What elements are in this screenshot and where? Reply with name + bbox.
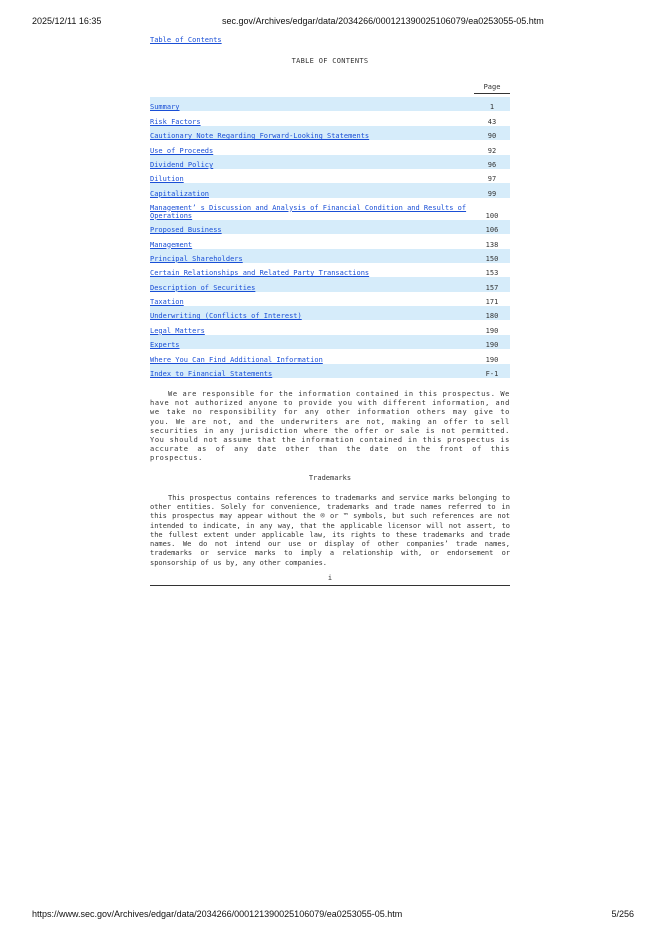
toc-table xyxy=(150,79,510,378)
toc-entry-page: 150 xyxy=(474,249,510,263)
toc-entry-page: 90 xyxy=(474,126,510,140)
toc-row xyxy=(150,364,510,378)
toc-entry-page: F-1 xyxy=(474,364,510,378)
toc-row xyxy=(150,169,510,183)
toc-entry-link[interactable]: Cautionary Note Regarding Forward-Looking Statements xyxy=(150,132,370,141)
toc-row xyxy=(150,320,510,334)
toc-entry-link[interactable]: Experts xyxy=(150,341,180,350)
page-column-header: Page xyxy=(474,79,510,94)
toc-row xyxy=(150,126,510,140)
toc-row xyxy=(150,111,510,125)
toc-entry-link[interactable]: Management’ s Discussion and Analysis of Financial Condition and Results of Operations xyxy=(150,203,467,220)
toc-entry-page: 171 xyxy=(485,298,499,307)
toc-entry-link[interactable]: Description of Securities xyxy=(150,283,256,292)
toc-row xyxy=(150,234,510,248)
toc-entry-page: 1 xyxy=(474,97,510,111)
toc-row xyxy=(150,249,510,263)
print-footer-url: https://www.sec.gov/Archives/edgar/data/2034266/000121390025106079/ea0253055-05.htm xyxy=(32,909,403,919)
toc-entry-link[interactable]: Legal Matters xyxy=(150,326,205,335)
toc-row xyxy=(150,198,510,220)
table-of-contents-link[interactable]: Table of Contents xyxy=(150,36,222,44)
print-timestamp: 2025/12/11 16:35 xyxy=(32,16,102,26)
toc-entry-page: 97 xyxy=(487,175,497,184)
toc-entry-page: 138 xyxy=(485,240,499,249)
toc-row xyxy=(150,277,510,291)
toc-entry-page: 157 xyxy=(474,277,510,291)
toc-entry-link[interactable]: Use of Proceeds xyxy=(150,146,214,155)
toc-entry-link[interactable]: Where You Can Find Additional Information xyxy=(150,355,323,364)
toc-row xyxy=(150,292,510,306)
toc-entry-link[interactable]: Principal Shareholders xyxy=(150,254,243,263)
toc-entry-page: 43 xyxy=(487,117,497,126)
toc-entry-link[interactable]: Index to Financial Statements xyxy=(150,370,273,379)
toc-row xyxy=(150,97,510,111)
toc-row xyxy=(150,335,510,349)
print-page-title: sec.gov/Archives/edgar/data/2034266/000121390025106079/ea0253055-05.htm xyxy=(222,16,544,26)
page-number: i xyxy=(150,574,510,586)
toc-entry-link[interactable]: Taxation xyxy=(150,298,184,307)
toc-entry-page: 190 xyxy=(485,326,499,335)
toc-row xyxy=(150,306,510,320)
toc-entry-link[interactable]: Capitalization xyxy=(150,189,210,198)
toc-header-row xyxy=(150,79,510,94)
toc-entry-page: 106 xyxy=(474,220,510,234)
toc-heading: TABLE OF CONTENTS xyxy=(291,57,369,65)
document-body xyxy=(150,36,510,586)
toc-row xyxy=(150,263,510,277)
print-page-count: 5/256 xyxy=(611,909,634,919)
toc-row xyxy=(150,349,510,363)
toc-entry-link[interactable]: Risk Factors xyxy=(150,117,201,126)
toc-entry-page: 180 xyxy=(474,306,510,320)
toc-entry-link[interactable]: Management xyxy=(150,240,193,249)
toc-entry-page: 100 xyxy=(485,211,499,220)
toc-entry-page: 99 xyxy=(474,183,510,197)
responsibility-paragraph: We are responsible for the information contained in this prospectus. We have not authorized anyone to provide you with different information, and we take no responsibility for any other information others may give to you. We are not, and the underwriters are not, making an offer to sell securities in any jurisdiction where the offer or sale is not permitted. You should not assume that the information contained in this prospectus is accurate as of any date other than the date on the front of this prospectus. xyxy=(150,390,510,463)
toc-entry-page: 153 xyxy=(485,269,499,278)
trademarks-paragraph: This prospectus contains references to trademarks and service marks belonging to other entities. Solely for convenience, trademarks and trade names referred to in this prospectus may appear without the ® or ™ symbols, but such references are not intended to indicate, in any way, that the applicable licensor will not assert, to the fullest extent under applicable law, its rights to these trademarks and trade names. We do not intend our use or display of other companies’ trade names, trademarks or service marks to imply a relationship with, or endorsement or sponsorship of us by, any other companies. xyxy=(150,493,510,567)
toc-entry-link[interactable]: Summary xyxy=(150,103,180,112)
toc-entry-page: 92 xyxy=(487,146,497,155)
toc-entry-page: 190 xyxy=(474,335,510,349)
toc-entry-link[interactable]: Dividend Policy xyxy=(150,160,214,169)
toc-entry-link[interactable]: Dilution xyxy=(150,175,184,184)
toc-row xyxy=(150,155,510,169)
toc-entry-page: 96 xyxy=(474,155,510,169)
toc-row xyxy=(150,220,510,234)
toc-row xyxy=(150,140,510,154)
toc-entry-link[interactable]: Underwriting (Conflicts of Interest) xyxy=(150,312,302,321)
toc-entry-link[interactable]: Proposed Business xyxy=(150,226,222,235)
trademarks-heading: Trademarks xyxy=(308,473,352,482)
toc-row xyxy=(150,183,510,197)
toc-entry-page: 190 xyxy=(485,355,499,364)
toc-entry-link[interactable]: Certain Relationships and Related Party Transactions xyxy=(150,269,370,278)
